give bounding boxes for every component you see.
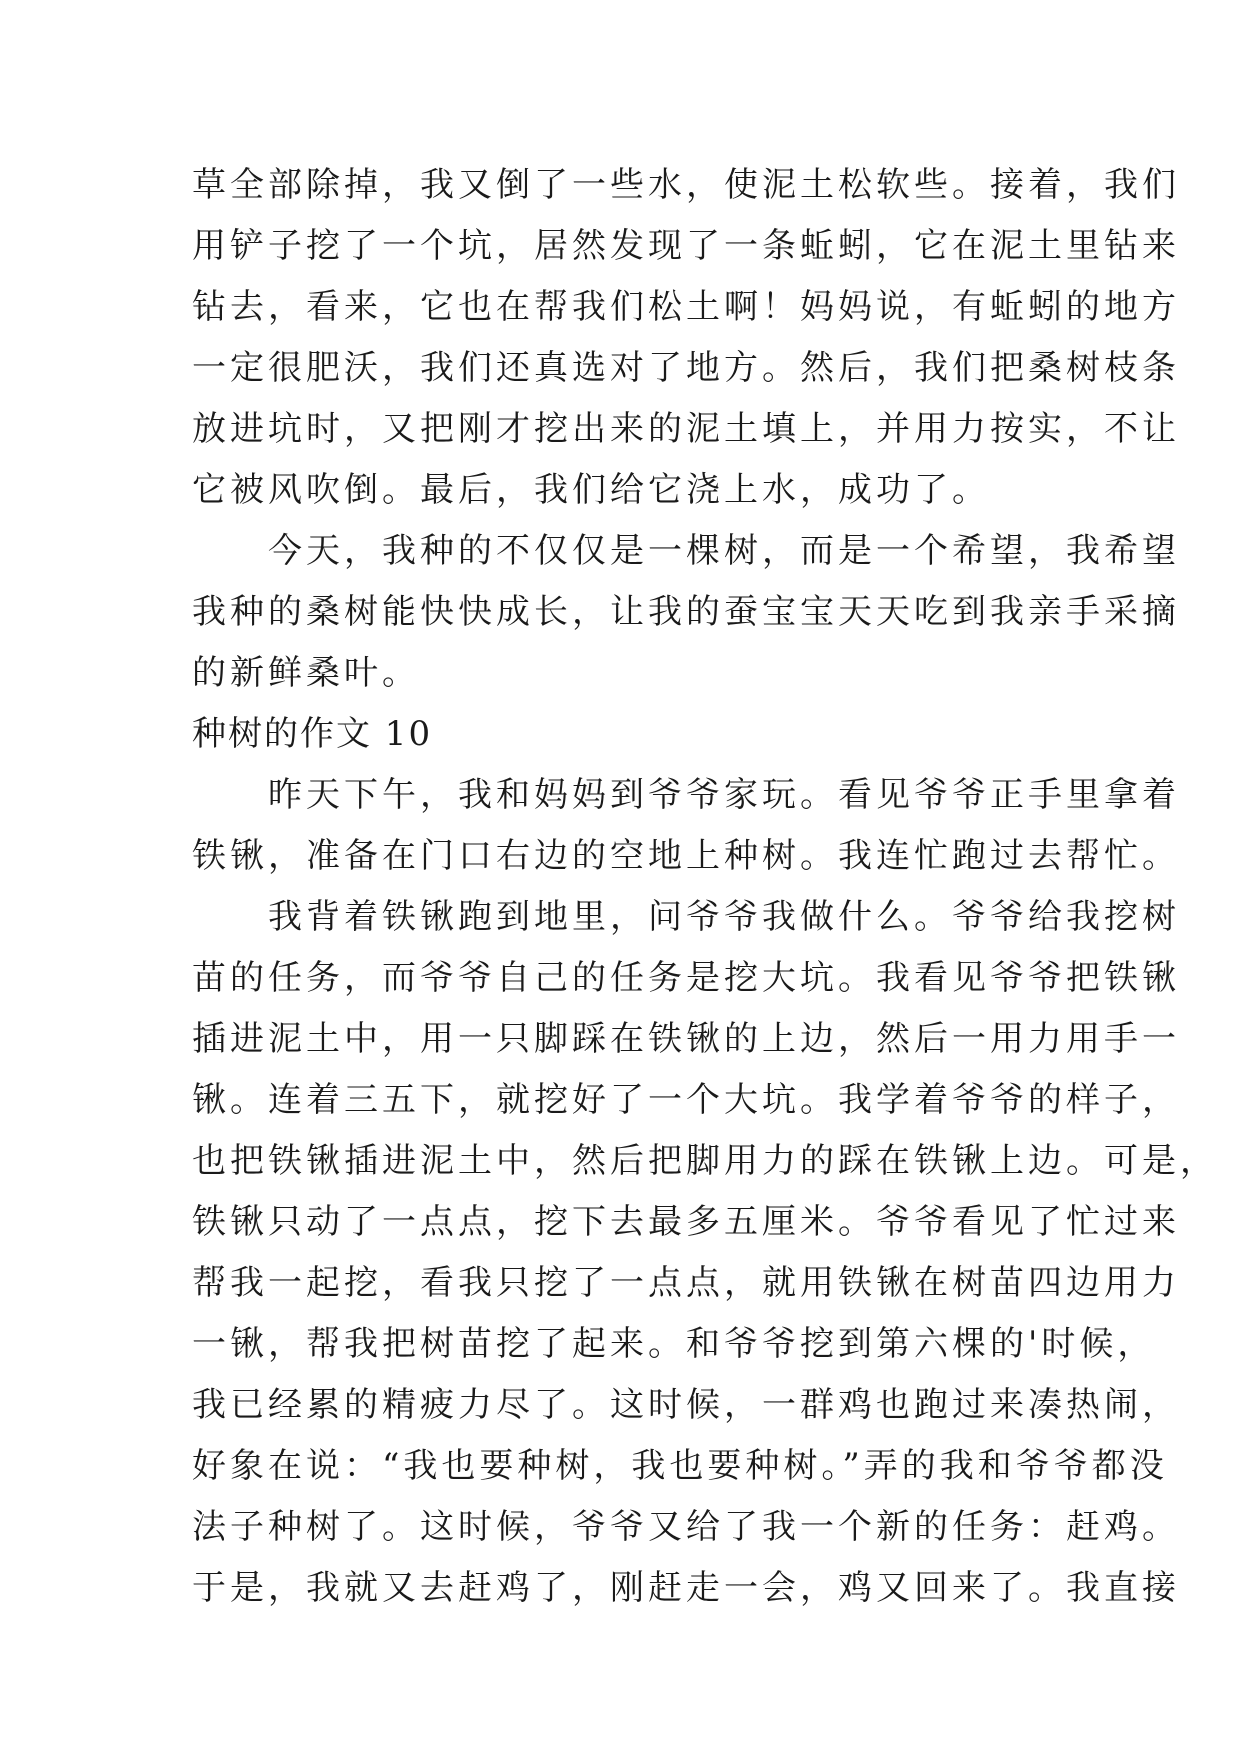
text-line: 的新鲜桑叶。 — [192, 653, 420, 693]
text-line: 一锹，帮我把树苗挖了起来。和爷爷挖到第六棵的'时候， — [192, 1324, 1156, 1364]
text-line: 钻去，看来，它也在帮我们松土啊！妈妈说，有蚯蚓的地方 — [192, 287, 1180, 327]
document-page — [192, 155, 1218, 1619]
text-line: 今天，我种的不仅仅是一棵树，而是一个希望，我希望 — [192, 531, 1180, 571]
text-line: 我种的桑树能快快成长，让我的蚕宝宝天天吃到我亲手采摘 — [192, 592, 1180, 632]
text-line: 于是，我就又去赶鸡了，刚赶走一会，鸡又回来了。我直接 — [192, 1568, 1180, 1608]
text-line: 好象在说：“我也要种树，我也要种树。”弄的我和爷爷都没 — [192, 1446, 1168, 1486]
text-line: 放进坑时，又把刚才挖出来的泥土填上，并用力按实，不让 — [192, 409, 1180, 449]
text-line: 一定很肥沃，我们还真选对了地方。然后，我们把桑树枝条 — [192, 348, 1180, 388]
text-line: 锹。连着三五下，就挖好了一个大坑。我学着爷爷的样子， — [192, 1080, 1180, 1120]
text-line: 铁锹只动了一点点，挖下去最多五厘米。爷爷看见了忙过来 — [192, 1202, 1180, 1242]
text-line: 昨天下午，我和妈妈到爷爷家玩。看见爷爷正手里拿着 — [192, 775, 1180, 815]
text-line: 苗的任务，而爷爷自己的任务是挖大坑。我看见爷爷把铁锹 — [192, 958, 1180, 998]
text-line: 法子种树了。这时候，爷爷又给了我一个新的任务：赶鸡。 — [192, 1507, 1180, 1547]
text-line: 草全部除掉，我又倒了一些水，使泥土松软些。接着，我们 — [192, 165, 1180, 205]
text-line: 它被风吹倒。最后，我们给它浇上水，成功了。 — [192, 470, 990, 510]
text-line: 我背着铁锹跑到地里，问爷爷我做什么。爷爷给我挖树 — [192, 897, 1180, 937]
section-title: 种树的作文 10 — [192, 714, 433, 754]
text-line: 铁锹，准备在门口右边的空地上种树。我连忙跑过去帮忙。 — [192, 836, 1180, 876]
text-line: 也把铁锹插进泥土中，然后把脚用力的踩在铁锹上边。可是， — [192, 1141, 1218, 1181]
text-line: 插进泥土中，用一只脚踩在铁锹的上边，然后一用力用手一 — [192, 1019, 1180, 1059]
text-line: 帮我一起挖，看我只挖了一点点，就用铁锹在树苗四边用力 — [192, 1263, 1180, 1303]
text-line: 我已经累的精疲力尽了。这时候，一群鸡也跑过来凑热闹， — [192, 1385, 1180, 1425]
text-line: 用铲子挖了一个坑，居然发现了一条蚯蚓，它在泥土里钻来 — [192, 226, 1180, 266]
